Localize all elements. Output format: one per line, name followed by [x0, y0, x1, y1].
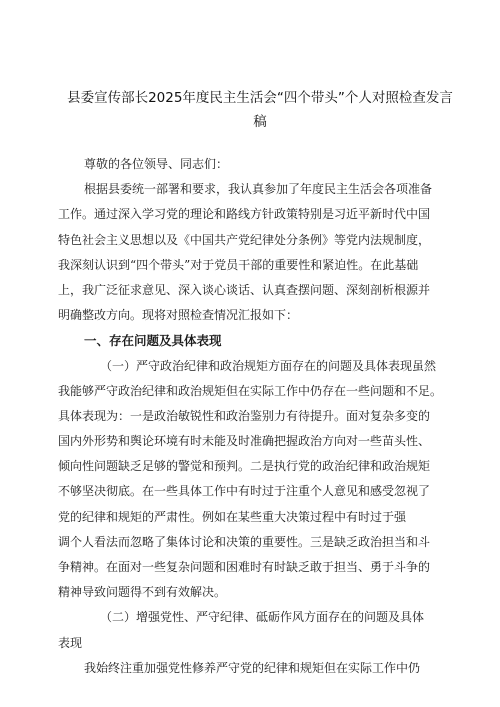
subsection-line: （一）严守政治纪律和政治规矩方面存在的问题及具体表现虽然	[100, 358, 437, 373]
salutation: 尊敬的各位领导、同志们：	[84, 157, 229, 171]
paragraph-line: 我深刻认识到“四个带头”对于党员干部的重要性和紧迫性。在此基础	[58, 257, 419, 272]
title-line-2: 稿	[253, 114, 267, 130]
paragraph-line: 根据县委统一部署和要求，我认真参加了年度民主生活会各项准备	[84, 182, 433, 197]
paragraph-line: 国内外形势和舆论环境有时未能及时准确把握政治方向对一些苗头性、	[58, 434, 431, 449]
paragraph-line: 争精神。在面对一些复杂问题和困难时有时缺乏敢于担当、勇于斗争的	[58, 560, 431, 574]
paragraph-line: 倾向性问题缺乏足够的警觉和预判。二是执行党的政治纪律和政治规矩	[58, 459, 431, 474]
document-title	[60, 86, 460, 134]
paragraph-line: 上，我广泛征求意见、深入谈心谈话、认真查摆问题、深刻剖析根源并	[58, 282, 431, 297]
paragraph-line: 党的纪律和规矩的严肃性。例如在某些重大决策过程中有时过于强	[58, 509, 407, 524]
section-heading: 一、存在问题及具体表现	[84, 333, 222, 349]
paragraph-line: 我能够严守政治纪律和政治规矩但在实际工作中仍存在一些问题和不足。	[58, 383, 443, 398]
subsection-line: 表现	[58, 635, 83, 650]
paragraph-line: 明确整改方向。现将对照检查情况汇报如下：	[58, 308, 299, 323]
paragraph-line: 调个人看法而忽略了集体讨论和决策的重要性。三是缺乏政治担当和斗	[58, 534, 431, 549]
document-body	[58, 152, 448, 681]
paragraph-line: 具体表现为：一是政治敏锐性和政治鉴别力有待提升。面对复杂多变的	[58, 408, 431, 423]
paragraph-line: 我始终注重加强党性修养严守党的纪律和规矩但在实际工作中仍	[84, 660, 421, 675]
paragraph-line: 工作。通过深入学习党的理论和路线方针政策特别是习近平新时代中国	[58, 207, 431, 222]
subsection-line: （二）增强党性、严守纪律、砥砺作风方面存在的问题及具体	[100, 610, 425, 625]
paragraph-line: 特色社会主义思想以及《中国共产党纪律处分条例》等党内法规制度，	[58, 232, 431, 247]
title-line-1: 县委宣传部长2025年度民主生活会“四个带头”个人对照检查发言	[67, 90, 453, 106]
paragraph-line: 精神导致问题得不到有效解决。	[58, 585, 227, 600]
paragraph-line: 不够坚决彻底。在一些具体工作中有时过于注重个人意见和感受忽视了	[58, 484, 431, 499]
